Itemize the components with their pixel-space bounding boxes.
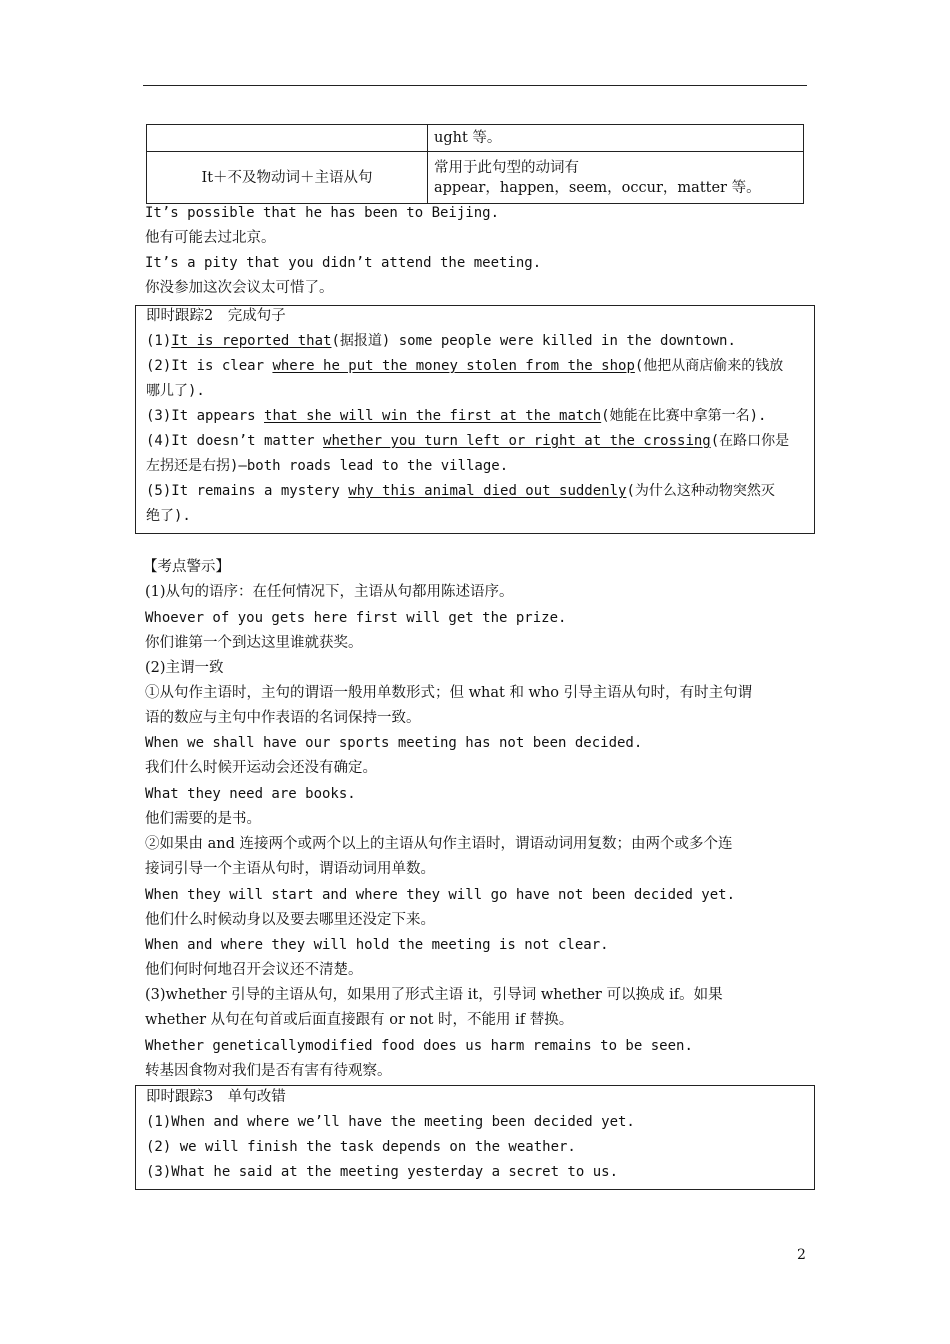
exercise-box-2 xyxy=(135,305,815,534)
table-text: appear，happen，seem，occur，matter 等。 xyxy=(434,179,761,196)
table-cell xyxy=(147,125,428,152)
answer: where he put the money stolen from the shop xyxy=(272,358,635,374)
warning-line: ①从句作主语时，主句的谓语一般用单数形式；但 what 和 who 引导主语从句时，有时主句谓 xyxy=(145,685,753,701)
warning-line: (1)从句的语序：在任何情况下，主语从句都用陈述语序。 xyxy=(145,584,514,600)
warning-line: whether 从句在句首或后面直接跟有 or not 时，不能用 if 替换。 xyxy=(145,1012,574,1028)
exercise-item: (4)It doesn’t matter whether you turn left or right at the crossing(在路口你是 xyxy=(146,433,790,449)
exercise-item: (3)What he said at the meeting yesterday a secret to us. xyxy=(146,1164,619,1180)
answer: that she will win the first at the match xyxy=(264,408,602,424)
page-number: 2 xyxy=(797,1247,806,1263)
warning-line: 他们需要的是书。 xyxy=(145,811,261,827)
warning-line: What they need are books. xyxy=(145,786,356,802)
table-cell xyxy=(428,152,804,204)
table-text: 常用于此句型的动词有 xyxy=(434,159,579,176)
exercise-item: (2)It is clear where he put the money stolen from the shop(他把从商店偷来的钱放 xyxy=(146,358,784,374)
warning-line: (3)whether 引导的主语从句，如果用了形式主语 it，引导词 whether 可以换成 if。如果 xyxy=(145,987,723,1003)
warning-line: ②如果由 and 连接两个或两个以上的主语从句作主语时，谓语动词用复数；由两个或多个连 xyxy=(145,836,733,852)
warning-line: 他们什么时候动身以及要去哪里还没定下来。 xyxy=(145,912,435,928)
example-sentence: It’s possible that he has been to Beijing. xyxy=(145,205,500,221)
section-heading: 【考点警示】 xyxy=(143,559,230,575)
exercise-item-cont: 哪儿了). xyxy=(146,383,205,399)
grammar-table xyxy=(146,124,804,204)
exercise-item: (1)It is reported that(据报道) some people were killed in the downtown. xyxy=(146,333,736,349)
exercise-box-3 xyxy=(135,1085,815,1190)
header-rule xyxy=(143,85,807,86)
exercise-item-cont: 绝了). xyxy=(146,508,191,524)
example-translation: 你没参加这次会议太可惜了。 xyxy=(145,280,334,296)
warning-line: When they will start and where they will go have not been decided yet. xyxy=(145,887,736,903)
answer: It is reported that xyxy=(171,333,332,349)
answer: why this animal died out suddenly xyxy=(348,483,627,499)
warning-line: 接词引导一个主语从句时，谓语动词用单数。 xyxy=(145,861,435,877)
warning-line: Whoever of you gets here first will get the prize. xyxy=(145,610,567,626)
example-translation: 他有可能去过北京。 xyxy=(145,230,276,246)
box-title: 即时跟踪2 完成句子 xyxy=(146,308,286,324)
box-title: 即时跟踪3 单句改错 xyxy=(146,1089,286,1105)
warning-line: When and where they will hold the meeting is not clear. xyxy=(145,937,609,953)
exercise-item: (5)It remains a mystery why this animal died out suddenly(为什么这种动物突然灭 xyxy=(146,483,775,499)
warning-line: 我们什么时候开运动会还没有确定。 xyxy=(145,760,377,776)
warning-line: Whether geneticallymodified food does us harm remains to be seen. xyxy=(145,1038,693,1054)
warning-line: 你们谁第一个到达这里谁就获奖。 xyxy=(145,635,363,651)
exercise-item: (1)When and where we’ll have the meeting been decided yet. xyxy=(146,1114,635,1130)
warning-line: 他们何时何地召开会议还不清楚。 xyxy=(145,962,363,978)
table-cell: It＋不及物动词＋主语从句 xyxy=(147,152,428,204)
exercise-item: (2) we will finish the task depends on the weather. xyxy=(146,1139,576,1155)
warning-line: (2)主谓一致 xyxy=(145,660,224,676)
warning-line: When we shall have our sports meeting has not been decided. xyxy=(145,735,643,751)
example-sentence: It’s a pity that you didn’t attend the meeting. xyxy=(145,255,542,271)
exercise-item: (3)It appears that she will win the first at the match(她能在比赛中拿第一名). xyxy=(146,408,767,424)
table-cell: ught 等。 xyxy=(428,125,804,152)
answer: whether you turn left or right at the crossing xyxy=(323,433,711,449)
warning-line: 语的数应与主句中作表语的名词保持一致。 xyxy=(145,710,421,726)
warning-line: 转基因食物对我们是否有害有待观察。 xyxy=(145,1063,392,1079)
exercise-item-cont: 左拐还是右拐)—both roads lead to the village. xyxy=(146,458,509,474)
